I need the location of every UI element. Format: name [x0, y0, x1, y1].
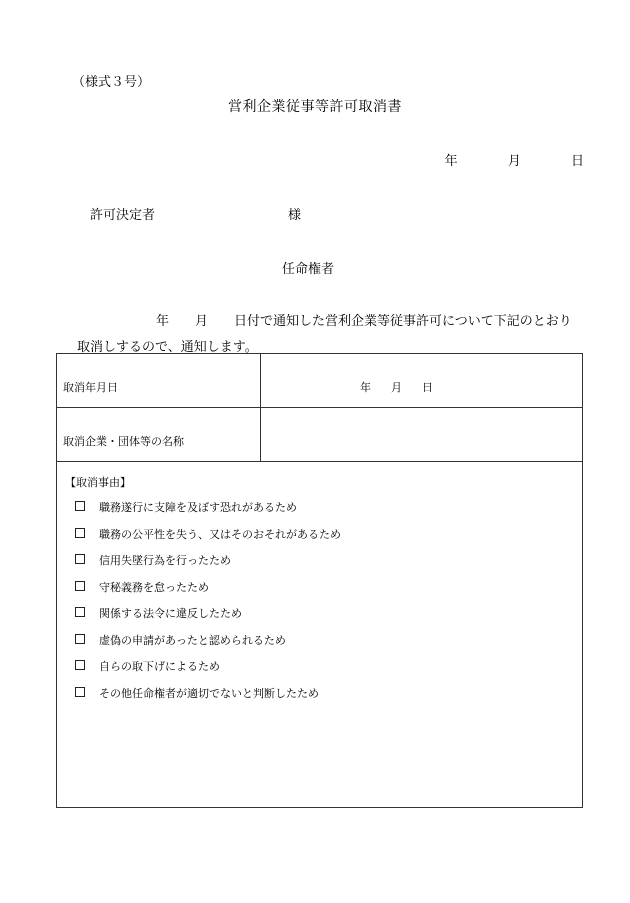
- reason-label: その他任命権者が適切でないと判断したため: [99, 686, 319, 700]
- reason-label: 職務の公平性を失う、又はそのおそれがあるため: [99, 527, 341, 541]
- checkbox-icon[interactable]: [75, 581, 85, 591]
- addressee-label: 許可決定者: [90, 208, 156, 223]
- header-date-year: 年: [444, 154, 458, 169]
- reason-item: [75, 685, 341, 712]
- revocation-table: [56, 353, 583, 808]
- reason-label: 職務遂行に支障を及ぼす恐れがあるため: [99, 501, 297, 514]
- reason-label: 守秘義務を怠ったため: [99, 580, 209, 594]
- reason-item: [75, 552, 341, 579]
- reason-item: [75, 632, 341, 659]
- revocation-date-year: 年: [360, 381, 371, 394]
- reason-label: 関係する法令に違反したため: [99, 607, 242, 620]
- reason-item: [75, 605, 341, 632]
- body-line-2: 取消しするので、通知します。: [77, 340, 258, 355]
- body-line-1: [156, 310, 572, 329]
- checkbox-icon[interactable]: [75, 660, 85, 670]
- form-number: （様式３号）: [72, 75, 151, 90]
- header-date-day: 日: [570, 154, 584, 169]
- addressee-honorific: 様: [288, 208, 302, 223]
- checkbox-icon[interactable]: [75, 687, 85, 697]
- table-divider: [57, 407, 582, 408]
- revocation-date-label: 取消年月日: [63, 381, 118, 394]
- revocation-date-day: 日: [422, 381, 433, 394]
- table-column-divider: [260, 354, 261, 461]
- issuer-label: 任命権者: [282, 262, 335, 277]
- reasons-heading: 【取消事由】: [65, 476, 131, 489]
- revocation-date-month: 月: [391, 381, 402, 394]
- reason-label: 自らの取下げによるため: [99, 660, 220, 673]
- reason-label: 虚偽の申請があったと認められるため: [99, 633, 286, 647]
- reason-item: [75, 579, 341, 606]
- header-date-month: 月: [507, 154, 521, 169]
- reason-item: [75, 658, 341, 685]
- checkbox-icon[interactable]: [75, 528, 85, 538]
- body-line-1-text: 日付で通知した営利企業等従事許可について下記のとおり: [234, 314, 572, 329]
- document-title: 営利企業従事等許可取消書: [228, 99, 402, 115]
- reason-label: 信用失墜行為を行ったため: [99, 554, 231, 567]
- body-year: 年: [156, 314, 170, 329]
- checkbox-icon[interactable]: [75, 607, 85, 617]
- checkbox-icon[interactable]: [75, 634, 85, 644]
- table-divider: [57, 461, 582, 462]
- checkbox-icon[interactable]: [75, 554, 85, 564]
- reasons-list: [75, 499, 341, 711]
- body-month: 月: [195, 314, 209, 329]
- header-date: [421, 150, 584, 169]
- checkbox-icon[interactable]: [75, 501, 85, 511]
- revocation-date-value: [360, 379, 433, 395]
- reason-item: [75, 526, 341, 553]
- company-name-label: 取消企業・団体等の名称: [63, 435, 184, 448]
- reason-item: [75, 499, 341, 526]
